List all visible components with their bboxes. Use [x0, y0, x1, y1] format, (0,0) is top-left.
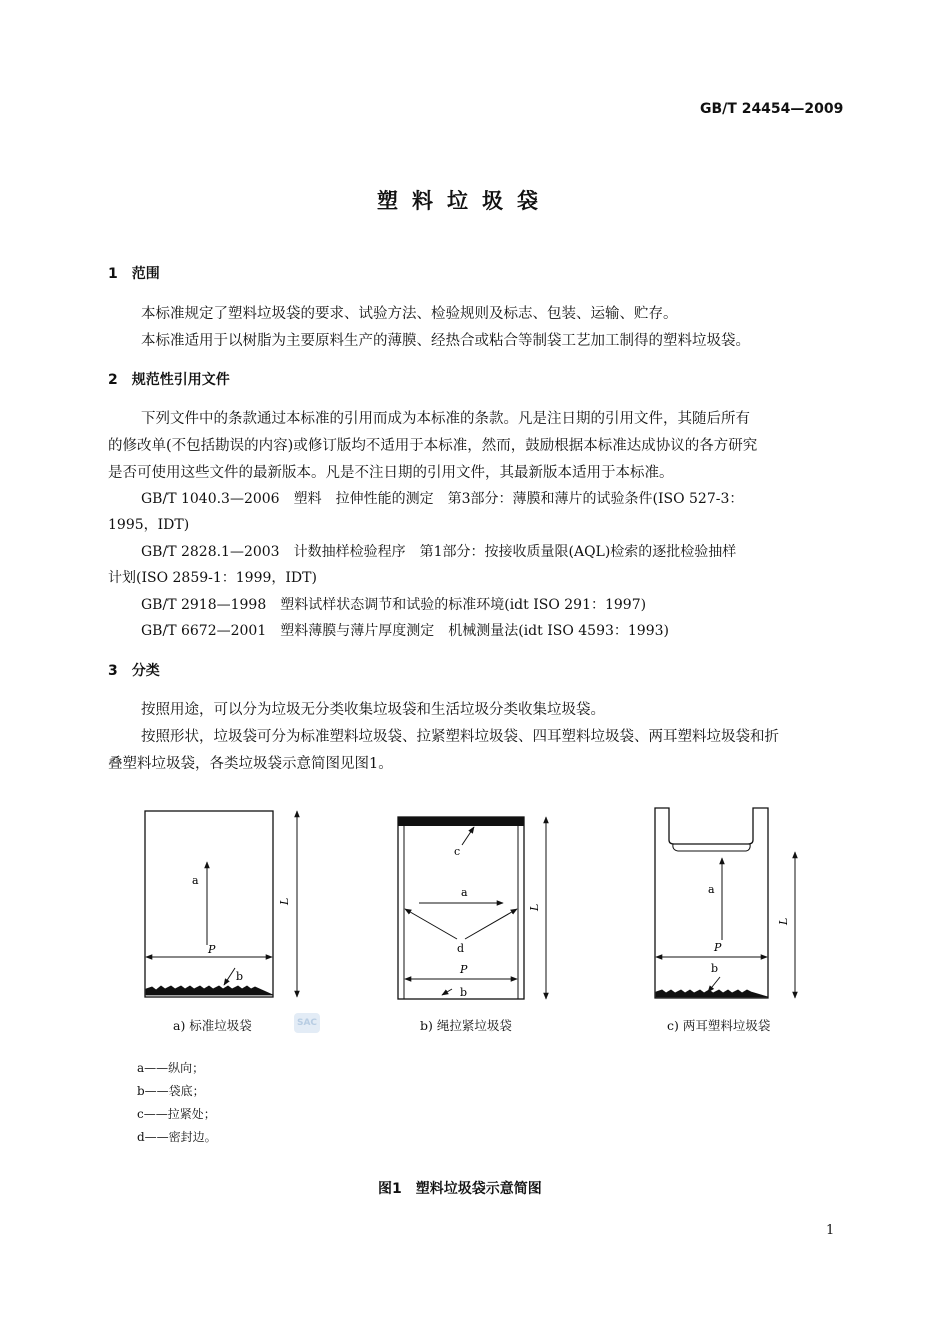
label-d: d — [457, 942, 465, 955]
legend — [137, 1057, 217, 1149]
leader-d-left — [405, 909, 457, 939]
leader-b — [442, 989, 452, 995]
drawstring-band — [398, 817, 524, 826]
section-2-heading: 2 规范性引用文件 — [108, 372, 230, 388]
reference-1-line-2: 1995，IDT) — [108, 517, 190, 533]
legend-item-b: b——袋底； — [137, 1084, 205, 1098]
label-l: L — [278, 897, 291, 905]
section-1-para-1: 本标准规定了塑料垃圾袋的要求、试验方法、检验规则及标志、包装、运输、贮存。 — [141, 306, 678, 322]
diagram-two-ear-bag — [650, 800, 820, 1000]
section-3-para-2-line-2: 叠塑料垃圾袋，各类垃圾袋示意简图见图1。 — [108, 756, 393, 772]
leader-b — [708, 977, 720, 992]
label-b: b — [236, 970, 244, 983]
legend-item-c: c——拉紧处； — [137, 1107, 216, 1121]
caption-standard-bag: a) 标准垃圾袋 — [173, 1018, 252, 1033]
section-3-para-2-line-1: 按照形状，垃圾袋可分为标准塑料垃圾袋、拉紧塑料垃圾袋、四耳塑料垃圾袋、两耳塑料垃圾袋和折 — [141, 729, 779, 745]
label-l: L — [528, 903, 541, 911]
section-1-heading: 1 范围 — [108, 266, 160, 282]
reference-1-line-1: GB/T 1040.3—2006 塑料 拉伸性能的测定 第3部分：薄膜和薄片的试验条件(ISO 527-3： — [141, 491, 744, 507]
label-a: a — [192, 874, 199, 887]
section-3-heading: 3 分类 — [108, 663, 160, 679]
caption-drawstring-bag: b) 绳拉紧垃圾袋 — [420, 1018, 512, 1033]
bag-bottom-pleats — [146, 986, 273, 995]
standard-code: GB/T 24454—2009 — [700, 101, 844, 117]
reference-2-line-2: 计划(ISO 2859-1：1999，IDT) — [108, 570, 317, 586]
label-p: P — [208, 943, 216, 956]
section-3-para-1: 按照用途，可以分为垃圾无分类收集垃圾袋和生活垃圾分类收集垃圾袋。 — [141, 702, 605, 718]
label-p: P — [714, 941, 722, 954]
leader-b — [224, 968, 235, 985]
legend-item-d: d——密封边。 — [137, 1130, 217, 1144]
watermark-logo: SAC — [294, 1013, 320, 1033]
section-1-para-2: 本标准适用于以树脂为主要原料生产的薄膜、经热合或粘合等制袋工艺加工制得的塑料垃圾袋。 — [141, 333, 750, 349]
label-l: L — [777, 917, 790, 925]
diagram-drawstring-bag — [392, 805, 572, 1005]
caption-two-ear-bag: c) 两耳塑料垃圾袋 — [667, 1018, 771, 1033]
label-p: P — [460, 963, 468, 976]
reference-3: GB/T 2918—1998 塑料试样状态调节和试验的标准环境(idt ISO 291：1997) — [141, 597, 647, 613]
diagram-standard-bag — [140, 805, 340, 1005]
figure-title: 图1 塑料垃圾袋示意简图 — [378, 1181, 542, 1197]
leader-d-right — [465, 909, 517, 939]
bag-outline — [145, 811, 273, 997]
leader-c — [462, 827, 474, 845]
bag-bottom-pleats — [656, 990, 768, 997]
label-b: b — [711, 962, 719, 975]
label-a: a — [708, 883, 715, 896]
section-2-intro-line-2: 的修改单(不包括勘误的内容)或修订版均不适用于本标准，然而，鼓励根据本标准达成协议的各方研究 — [108, 438, 758, 454]
page-number: 1 — [826, 1223, 835, 1238]
reference-4: GB/T 6672—2001 塑料薄膜与薄片厚度测定 机械测量法(idt ISO 4593：1993) — [141, 623, 669, 639]
handle-inner — [673, 844, 750, 851]
label-a: a — [461, 886, 468, 899]
section-2-intro-line-3: 是否可使用这些文件的最新版本。凡是不注日期的引用文件，其最新版本适用于本标准。 — [108, 465, 674, 481]
reference-2-line-1: GB/T 2828.1—2003 计数抽样检验程序 第1部分：按接收质量限(AQL)检索的逐批检验抽样 — [141, 544, 737, 560]
section-2-intro-line-1: 下列文件中的条款通过本标准的引用而成为本标准的条款。凡是注日期的引用文件，其随后所有 — [141, 411, 750, 427]
page-title: 塑料垃圾袋 — [377, 189, 552, 213]
label-c: c — [454, 845, 461, 858]
legend-item-a: a——纵向； — [137, 1061, 205, 1075]
label-b: b — [460, 986, 468, 999]
